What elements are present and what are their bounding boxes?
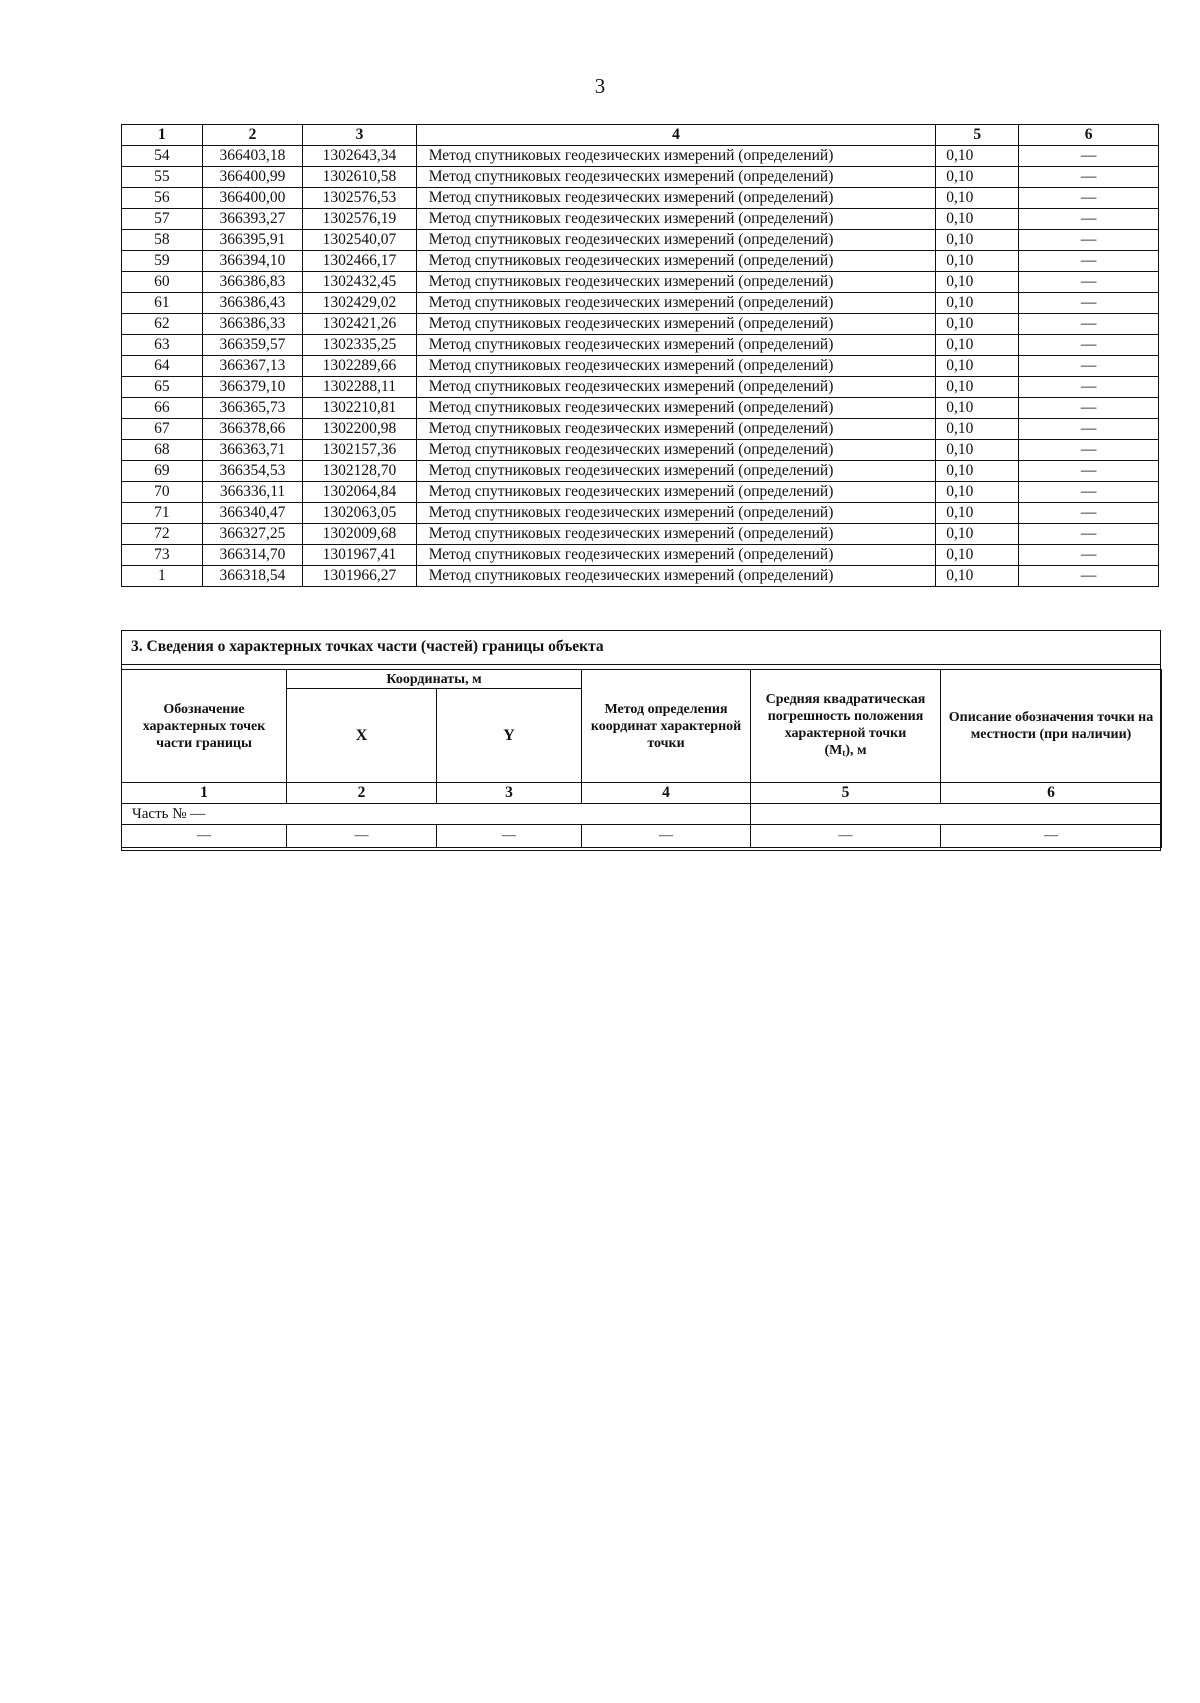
y-header: Y bbox=[437, 689, 582, 783]
point-number-cell: 68 bbox=[122, 440, 203, 461]
point-number-cell: 57 bbox=[122, 209, 203, 230]
column-number: 2 bbox=[287, 783, 437, 804]
dash-cell: — bbox=[582, 825, 751, 848]
x-coordinate-cell: 366354,53 bbox=[202, 461, 302, 482]
accuracy-cell: 0,10 bbox=[936, 230, 1019, 251]
part-empty-cell bbox=[751, 804, 1162, 825]
table-row bbox=[122, 440, 1159, 461]
description-cell: — bbox=[1019, 230, 1159, 251]
y-coordinate-cell: 1302540,07 bbox=[303, 230, 417, 251]
column-header: 6 bbox=[1019, 125, 1159, 146]
table-row bbox=[122, 545, 1159, 566]
y-coordinate-cell: 1302063,05 bbox=[303, 503, 417, 524]
description-cell: — bbox=[1019, 503, 1159, 524]
column-header: 5 bbox=[936, 125, 1019, 146]
x-coordinate-cell: 366379,10 bbox=[202, 377, 302, 398]
point-number-cell: 73 bbox=[122, 545, 203, 566]
point-number-cell: 64 bbox=[122, 356, 203, 377]
y-coordinate-cell: 1302289,66 bbox=[303, 356, 417, 377]
table-row bbox=[122, 335, 1159, 356]
point-number-cell: 54 bbox=[122, 146, 203, 167]
table-row bbox=[122, 272, 1159, 293]
y-coordinate-cell: 1302288,11 bbox=[303, 377, 417, 398]
dash-cell: — bbox=[437, 825, 582, 848]
accuracy-cell: 0,10 bbox=[936, 566, 1019, 587]
y-coordinate-cell: 1302576,53 bbox=[303, 188, 417, 209]
table-row bbox=[122, 167, 1159, 188]
accuracy-cell: 0,10 bbox=[936, 356, 1019, 377]
method-header: Метод определения координат характерной точки bbox=[582, 670, 751, 783]
point-number-cell: 59 bbox=[122, 251, 203, 272]
x-coordinate-cell: 366386,83 bbox=[202, 272, 302, 293]
y-coordinate-cell: 1302576,19 bbox=[303, 209, 417, 230]
method-cell: Метод спутниковых геодезических измерений (определений) bbox=[416, 251, 936, 272]
column-header: 3 bbox=[303, 125, 417, 146]
table-row bbox=[122, 314, 1159, 335]
accuracy-cell: 0,10 bbox=[936, 524, 1019, 545]
description-cell: — bbox=[1019, 356, 1159, 377]
table-row bbox=[122, 356, 1159, 377]
table-row bbox=[122, 230, 1159, 251]
point-number-cell: 69 bbox=[122, 461, 203, 482]
error-header-text: Средняя квадратическая погрешность положения характерной точки bbox=[765, 691, 926, 741]
accuracy-cell: 0,10 bbox=[936, 545, 1019, 566]
description-cell: — bbox=[1019, 209, 1159, 230]
x-coordinate-cell: 366400,00 bbox=[202, 188, 302, 209]
table-row bbox=[122, 188, 1159, 209]
method-cell: Метод спутниковых геодезических измерений (определений) bbox=[416, 188, 936, 209]
description-cell: — bbox=[1019, 167, 1159, 188]
description-cell: — bbox=[1019, 440, 1159, 461]
point-number-cell: 60 bbox=[122, 272, 203, 293]
y-coordinate-cell: 1301967,41 bbox=[303, 545, 417, 566]
y-coordinate-cell: 1302432,45 bbox=[303, 272, 417, 293]
point-number-cell: 70 bbox=[122, 482, 203, 503]
table-row bbox=[122, 398, 1159, 419]
x-coordinate-cell: 366340,47 bbox=[202, 503, 302, 524]
part-points-table bbox=[121, 669, 1162, 848]
coordinates-header: Координаты, м bbox=[287, 670, 582, 689]
x-coordinate-cell: 366314,70 bbox=[202, 545, 302, 566]
accuracy-cell: 0,10 bbox=[936, 272, 1019, 293]
method-cell: Метод спутниковых геодезических измерений (определений) bbox=[416, 545, 936, 566]
accuracy-cell: 0,10 bbox=[936, 482, 1019, 503]
point-number-cell: 72 bbox=[122, 524, 203, 545]
accuracy-cell: 0,10 bbox=[936, 398, 1019, 419]
method-cell: Метод спутниковых геодезических измерений (определений) bbox=[416, 272, 936, 293]
accuracy-cell: 0,10 bbox=[936, 293, 1019, 314]
part-label: Часть № — bbox=[122, 804, 751, 825]
x-coordinate-cell: 366363,71 bbox=[202, 440, 302, 461]
section-title: 3. Сведения о характерных точках части (частей) границы объекта bbox=[122, 631, 1160, 665]
description-cell: — bbox=[1019, 146, 1159, 167]
point-number-cell: 1 bbox=[122, 566, 203, 587]
point-number-cell: 56 bbox=[122, 188, 203, 209]
description-cell: — bbox=[1019, 377, 1159, 398]
dash-cell: — bbox=[751, 825, 941, 848]
description-cell: — bbox=[1019, 482, 1159, 503]
column-number: 1 bbox=[122, 783, 287, 804]
y-coordinate-cell: 1302128,70 bbox=[303, 461, 417, 482]
column-numbers-row bbox=[122, 783, 1162, 804]
column-header: 1 bbox=[122, 125, 203, 146]
method-cell: Метод спутниковых геодезических измерений (определений) bbox=[416, 230, 936, 251]
method-cell: Метод спутниковых геодезических измерений (определений) bbox=[416, 167, 936, 188]
table-row bbox=[122, 503, 1159, 524]
table-row bbox=[122, 482, 1159, 503]
method-cell: Метод спутниковых геодезических измерений (определений) bbox=[416, 398, 936, 419]
x-coordinate-cell: 366365,73 bbox=[202, 398, 302, 419]
y-coordinate-cell: 1301966,27 bbox=[303, 566, 417, 587]
y-coordinate-cell: 1302335,25 bbox=[303, 335, 417, 356]
x-coordinate-cell: 366378,66 bbox=[202, 419, 302, 440]
table-row bbox=[122, 566, 1159, 587]
method-cell: Метод спутниковых геодезических измерений (определений) bbox=[416, 209, 936, 230]
x-coordinate-cell: 366386,33 bbox=[202, 314, 302, 335]
column-header: 2 bbox=[202, 125, 302, 146]
method-cell: Метод спутниковых геодезических измерений (определений) bbox=[416, 146, 936, 167]
point-number-cell: 62 bbox=[122, 314, 203, 335]
description-cell: — bbox=[1019, 314, 1159, 335]
method-cell: Метод спутниковых геодезических измерений (определений) bbox=[416, 377, 936, 398]
method-cell: Метод спутниковых геодезических измерений (определений) bbox=[416, 335, 936, 356]
accuracy-cell: 0,10 bbox=[936, 209, 1019, 230]
table-row bbox=[122, 251, 1159, 272]
dash-cell: — bbox=[941, 825, 1162, 848]
x-coordinate-cell: 366386,43 bbox=[202, 293, 302, 314]
accuracy-cell: 0,10 bbox=[936, 146, 1019, 167]
x-coordinate-cell: 366393,27 bbox=[202, 209, 302, 230]
point-number-cell: 63 bbox=[122, 335, 203, 356]
description-cell: — bbox=[1019, 188, 1159, 209]
x-coordinate-cell: 366336,11 bbox=[202, 482, 302, 503]
y-coordinate-cell: 1302210,81 bbox=[303, 398, 417, 419]
column-number: 6 bbox=[941, 783, 1162, 804]
part-row bbox=[122, 804, 1162, 825]
table-row bbox=[122, 524, 1159, 545]
x-coordinate-cell: 366394,10 bbox=[202, 251, 302, 272]
table-row bbox=[122, 209, 1159, 230]
point-number-cell: 55 bbox=[122, 167, 203, 188]
description-cell: — bbox=[1019, 293, 1159, 314]
y-coordinate-cell: 1302200,98 bbox=[303, 419, 417, 440]
description-cell: — bbox=[1019, 335, 1159, 356]
accuracy-cell: 0,10 bbox=[936, 335, 1019, 356]
y-coordinate-cell: 1302429,02 bbox=[303, 293, 417, 314]
dash-cell: — bbox=[287, 825, 437, 848]
x-header: X bbox=[287, 689, 437, 783]
boundary-points-table bbox=[121, 124, 1159, 587]
column-number: 5 bbox=[751, 783, 941, 804]
y-coordinate-cell: 1302157,36 bbox=[303, 440, 417, 461]
x-coordinate-cell: 366327,25 bbox=[202, 524, 302, 545]
accuracy-cell: 0,10 bbox=[936, 419, 1019, 440]
x-coordinate-cell: 366367,13 bbox=[202, 356, 302, 377]
dash-row bbox=[122, 825, 1162, 848]
page-number: 3 bbox=[594, 74, 606, 98]
method-cell: Метод спутниковых геодезических измерений (определений) bbox=[416, 461, 936, 482]
error-header-subscript: t bbox=[842, 747, 846, 758]
column-number: 4 bbox=[582, 783, 751, 804]
description-cell: — bbox=[1019, 545, 1159, 566]
table-row bbox=[122, 461, 1159, 482]
point-number-cell: 65 bbox=[122, 377, 203, 398]
y-coordinate-cell: 1302610,58 bbox=[303, 167, 417, 188]
y-coordinate-cell: 1302421,26 bbox=[303, 314, 417, 335]
method-cell: Метод спутниковых геодезических измерений (определений) bbox=[416, 440, 936, 461]
error-header bbox=[751, 670, 941, 783]
point-number-cell: 67 bbox=[122, 419, 203, 440]
accuracy-cell: 0,10 bbox=[936, 503, 1019, 524]
method-cell: Метод спутниковых геодезических измерений (определений) bbox=[416, 356, 936, 377]
description-cell: — bbox=[1019, 272, 1159, 293]
method-cell: Метод спутниковых геодезических измерений (определений) bbox=[416, 524, 936, 545]
method-cell: Метод спутниковых геодезических измерений (определений) bbox=[416, 419, 936, 440]
table-row bbox=[122, 293, 1159, 314]
accuracy-cell: 0,10 bbox=[936, 461, 1019, 482]
point-number-cell: 66 bbox=[122, 398, 203, 419]
description-cell: — bbox=[1019, 461, 1159, 482]
method-cell: Метод спутниковых геодезических измерений (определений) bbox=[416, 482, 936, 503]
table-header-row bbox=[122, 125, 1159, 146]
description-cell: — bbox=[1019, 251, 1159, 272]
table-row bbox=[122, 146, 1159, 167]
column-number: 3 bbox=[437, 783, 582, 804]
x-coordinate-cell: 366395,91 bbox=[202, 230, 302, 251]
description-cell: — bbox=[1019, 566, 1159, 587]
description-cell: — bbox=[1019, 419, 1159, 440]
accuracy-cell: 0,10 bbox=[936, 314, 1019, 335]
y-coordinate-cell: 1302466,17 bbox=[303, 251, 417, 272]
point-number-cell: 71 bbox=[122, 503, 203, 524]
y-coordinate-cell: 1302064,84 bbox=[303, 482, 417, 503]
description-cell: — bbox=[1019, 524, 1159, 545]
y-coordinate-cell: 1302643,34 bbox=[303, 146, 417, 167]
point-number-cell: 61 bbox=[122, 293, 203, 314]
accuracy-cell: 0,10 bbox=[936, 167, 1019, 188]
x-coordinate-cell: 366318,54 bbox=[202, 566, 302, 587]
method-cell: Метод спутниковых геодезических измерений (определений) bbox=[416, 503, 936, 524]
dash-cell: — bbox=[122, 825, 287, 848]
accuracy-cell: 0,10 bbox=[936, 188, 1019, 209]
description-header: Описание обозначения точки на местности (при наличии) bbox=[941, 670, 1162, 783]
designation-header: Обозначение характерных точек части границы bbox=[122, 670, 287, 783]
x-coordinate-cell: 366400,99 bbox=[202, 167, 302, 188]
method-cell: Метод спутниковых геодезических измерений (определений) bbox=[416, 314, 936, 335]
description-cell: — bbox=[1019, 398, 1159, 419]
table-row bbox=[122, 377, 1159, 398]
column-header: 4 bbox=[416, 125, 936, 146]
section-3-block bbox=[121, 630, 1161, 851]
x-coordinate-cell: 366403,18 bbox=[202, 146, 302, 167]
point-number-cell: 58 bbox=[122, 230, 203, 251]
x-coordinate-cell: 366359,57 bbox=[202, 335, 302, 356]
error-header-symbol: (M bbox=[824, 742, 843, 758]
accuracy-cell: 0,10 bbox=[936, 377, 1019, 398]
accuracy-cell: 0,10 bbox=[936, 440, 1019, 461]
accuracy-cell: 0,10 bbox=[936, 251, 1019, 272]
method-cell: Метод спутниковых геодезических измерений (определений) bbox=[416, 293, 936, 314]
method-cell: Метод спутниковых геодезических измерений (определений) bbox=[416, 566, 936, 587]
error-header-unit: ), м bbox=[845, 742, 867, 758]
table-row bbox=[122, 419, 1159, 440]
y-coordinate-cell: 1302009,68 bbox=[303, 524, 417, 545]
